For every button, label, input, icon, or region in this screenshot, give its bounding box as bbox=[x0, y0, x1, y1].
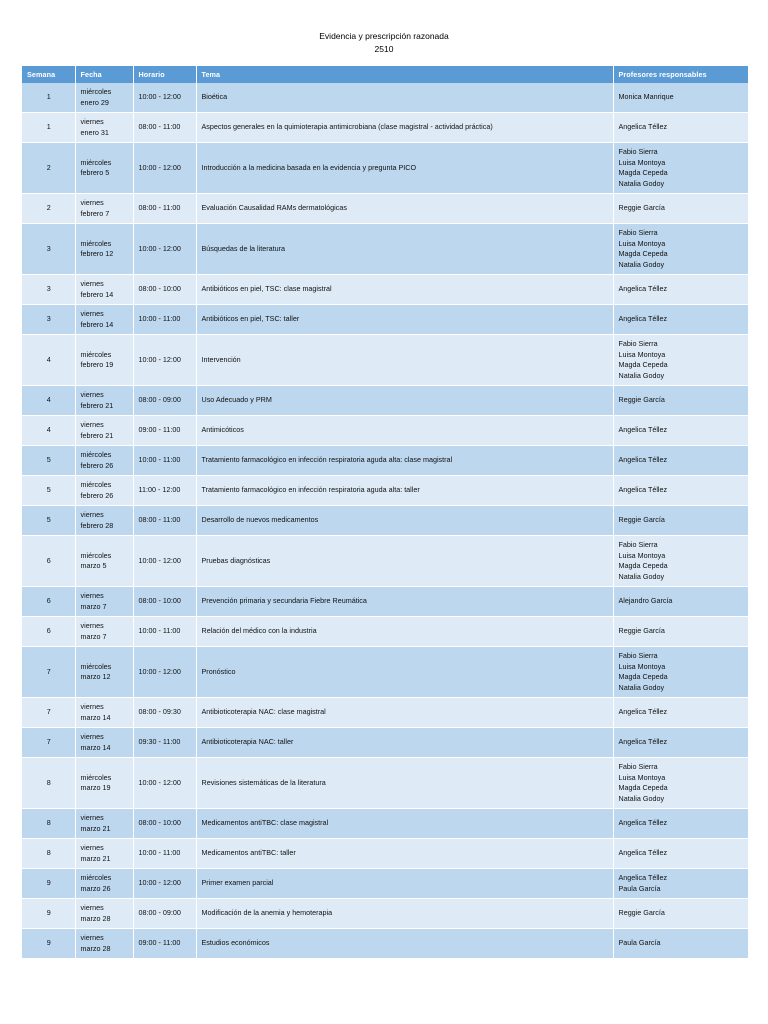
fecha-day: febrero 26 bbox=[80, 490, 114, 500]
cell-horario: 11:00 - 12:00 bbox=[133, 476, 196, 506]
cell-tema: Pronóstico bbox=[196, 647, 613, 698]
profesor-name: Fabio Sierra bbox=[618, 540, 658, 549]
cell-profesores bbox=[613, 113, 748, 143]
cell-fecha bbox=[75, 809, 133, 839]
cell-semana: 7 bbox=[22, 728, 75, 758]
cell-semana: 7 bbox=[22, 698, 75, 728]
table-row bbox=[22, 869, 748, 899]
cell-profesores bbox=[613, 617, 748, 647]
fecha-day: febrero 21 bbox=[80, 400, 114, 410]
cell-profesores bbox=[613, 194, 748, 224]
table-row bbox=[22, 809, 748, 839]
column-header-tema: Tema bbox=[196, 66, 613, 83]
fecha-weekday: viernes bbox=[80, 702, 104, 711]
cell-semana: 6 bbox=[22, 617, 75, 647]
cell-semana: 1 bbox=[22, 113, 75, 143]
fecha-weekday: viernes bbox=[80, 621, 104, 630]
cell-semana: 9 bbox=[22, 899, 75, 929]
cell-horario: 08:00 - 11:00 bbox=[133, 194, 196, 224]
cell-fecha bbox=[75, 113, 133, 143]
cell-fecha bbox=[75, 899, 133, 929]
cell-fecha bbox=[75, 224, 133, 275]
profesor-name: Fabio Sierra bbox=[618, 651, 658, 660]
column-header-horario: Horario bbox=[133, 66, 196, 83]
profesor-name: Fabio Sierra bbox=[618, 147, 658, 156]
cell-horario: 08:00 - 10:00 bbox=[133, 275, 196, 305]
cell-fecha bbox=[75, 305, 133, 335]
cell-fecha bbox=[75, 758, 133, 809]
cell-profesores bbox=[613, 839, 748, 869]
cell-fecha bbox=[75, 869, 133, 899]
cell-profesores bbox=[613, 416, 748, 446]
cell-semana: 4 bbox=[22, 416, 75, 446]
fecha-day: marzo 12 bbox=[80, 672, 111, 681]
cell-semana: 5 bbox=[22, 476, 75, 506]
cell-horario: 10:00 - 12:00 bbox=[133, 143, 196, 194]
cell-profesores bbox=[613, 386, 748, 416]
profesor-name: Luisa Montoya bbox=[618, 772, 666, 782]
cell-profesores bbox=[613, 506, 748, 536]
schedule-table-container bbox=[22, 66, 748, 959]
cell-horario: 08:00 - 11:00 bbox=[133, 506, 196, 536]
cell-horario: 10:00 - 11:00 bbox=[133, 446, 196, 476]
fecha-day: febrero 7 bbox=[80, 208, 110, 218]
cell-profesores bbox=[613, 536, 748, 587]
profesor-name: Reggie García bbox=[618, 203, 665, 213]
column-header-semana: Semana bbox=[22, 66, 75, 83]
cell-fecha bbox=[75, 617, 133, 647]
cell-tema: Modificación de la anemia y hemoterapia bbox=[196, 899, 613, 929]
profesor-name: Reggie García bbox=[618, 908, 665, 918]
page-title bbox=[0, 0, 768, 56]
cell-semana: 2 bbox=[22, 194, 75, 224]
cell-tema: Uso Adecuado y PRM bbox=[196, 386, 613, 416]
table-row bbox=[22, 224, 748, 275]
fecha-weekday: miércoles bbox=[80, 480, 112, 489]
profesor-name: Reggie García bbox=[618, 626, 665, 636]
cell-semana: 5 bbox=[22, 446, 75, 476]
fecha-day: febrero 28 bbox=[80, 520, 114, 530]
profesor-name: Angelica Téllez bbox=[618, 707, 668, 717]
cell-fecha bbox=[75, 335, 133, 386]
cell-profesores bbox=[613, 647, 748, 698]
cell-horario: 10:00 - 12:00 bbox=[133, 869, 196, 899]
table-body bbox=[22, 83, 748, 959]
cell-tema: Aspectos generales en la quimioterapia antimicrobiana (clase magistral - actividad práctica) bbox=[196, 113, 613, 143]
table-row bbox=[22, 536, 748, 587]
fecha-day: marzo 28 bbox=[80, 943, 111, 953]
page-title-line-2: 2510 bbox=[374, 44, 394, 54]
profesor-name: Angelica Téllez bbox=[618, 818, 668, 828]
cell-horario: 10:00 - 12:00 bbox=[133, 224, 196, 275]
fecha-weekday: viernes bbox=[80, 309, 104, 318]
fecha-weekday: miércoles bbox=[80, 349, 112, 359]
table-row bbox=[22, 305, 748, 335]
cell-tema: Relación del médico con la industria bbox=[196, 617, 613, 647]
cell-fecha bbox=[75, 416, 133, 446]
table-row bbox=[22, 113, 748, 143]
fecha-weekday: miércoles bbox=[80, 550, 112, 560]
profesor-name: Monica Manrique bbox=[618, 92, 674, 102]
fecha-weekday: miércoles bbox=[80, 772, 112, 782]
cell-fecha bbox=[75, 698, 133, 728]
profesor-name: Angelica Téllez bbox=[618, 485, 668, 495]
cell-profesores bbox=[613, 83, 748, 113]
cell-tema: Primer examen parcial bbox=[196, 869, 613, 899]
profesor-name: Angelica Téllez bbox=[618, 455, 668, 465]
cell-horario: 09:30 - 11:00 bbox=[133, 728, 196, 758]
profesor-name: Natalia Godoy bbox=[618, 259, 665, 269]
profesor-name: Reggie García bbox=[618, 395, 665, 405]
cell-tema: Introducción a la medicina basada en la evidencia y pregunta PICO bbox=[196, 143, 613, 194]
cell-tema: Intervención bbox=[196, 335, 613, 386]
cell-profesores bbox=[613, 275, 748, 305]
table-row bbox=[22, 929, 748, 959]
cell-fecha bbox=[75, 143, 133, 194]
cell-semana: 1 bbox=[22, 83, 75, 113]
profesor-name: Angelica Téllez bbox=[618, 737, 668, 747]
cell-tema: Antibióticos en piel, TSC: clase magistral bbox=[196, 275, 613, 305]
cell-tema: Búsquedas de la literatura bbox=[196, 224, 613, 275]
cell-horario: 08:00 - 09:30 bbox=[133, 698, 196, 728]
cell-horario: 10:00 - 12:00 bbox=[133, 647, 196, 698]
fecha-weekday: miércoles bbox=[80, 87, 112, 96]
cell-profesores bbox=[613, 728, 748, 758]
table-row bbox=[22, 728, 748, 758]
profesor-name: Natalia Godoy bbox=[618, 178, 665, 188]
profesor-name: Paula García bbox=[618, 883, 661, 893]
fecha-day: marzo 7 bbox=[80, 631, 107, 641]
fecha-day: marzo 21 bbox=[80, 823, 111, 833]
fecha-weekday: viernes bbox=[80, 591, 104, 600]
cell-semana: 7 bbox=[22, 647, 75, 698]
fecha-weekday: viernes bbox=[80, 510, 104, 519]
column-header-fecha: Fecha bbox=[75, 66, 133, 83]
table-row bbox=[22, 83, 748, 113]
cell-profesores bbox=[613, 476, 748, 506]
table-row bbox=[22, 386, 748, 416]
cell-semana: 6 bbox=[22, 536, 75, 587]
cell-tema: Tratamiento farmacológico en infección respiratoria aguda alta: taller bbox=[196, 476, 613, 506]
profesor-name: Luisa Montoya bbox=[618, 238, 666, 248]
cell-fecha bbox=[75, 194, 133, 224]
cell-semana: 9 bbox=[22, 869, 75, 899]
cell-semana: 8 bbox=[22, 758, 75, 809]
cell-semana: 8 bbox=[22, 809, 75, 839]
cell-profesores bbox=[613, 869, 748, 899]
fecha-day: marzo 14 bbox=[80, 742, 111, 752]
cell-tema: Prevención primaria y secundaria Fiebre Reumática bbox=[196, 587, 613, 617]
table-row bbox=[22, 899, 748, 929]
cell-tema: Estudios económicos bbox=[196, 929, 613, 959]
fecha-weekday: viernes bbox=[80, 117, 104, 126]
table-row bbox=[22, 758, 748, 809]
cell-fecha bbox=[75, 386, 133, 416]
table-row bbox=[22, 476, 748, 506]
cell-fecha bbox=[75, 929, 133, 959]
profesor-name: Luisa Montoya bbox=[618, 661, 666, 671]
fecha-day: marzo 7 bbox=[80, 601, 107, 611]
fecha-day: febrero 14 bbox=[80, 289, 114, 299]
profesor-name: Alejandro García bbox=[618, 596, 673, 606]
cell-tema: Desarrollo de nuevos medicamentos bbox=[196, 506, 613, 536]
cell-profesores bbox=[613, 698, 748, 728]
fecha-day: febrero 19 bbox=[80, 360, 114, 369]
table-row bbox=[22, 698, 748, 728]
profesor-name: Natalia Godoy bbox=[618, 682, 665, 692]
cell-semana: 3 bbox=[22, 224, 75, 275]
fecha-weekday: viernes bbox=[80, 903, 104, 912]
cell-horario: 08:00 - 11:00 bbox=[133, 113, 196, 143]
fecha-weekday: miércoles bbox=[80, 661, 112, 671]
cell-tema: Antimicóticos bbox=[196, 416, 613, 446]
profesor-name: Angelica Téllez bbox=[618, 122, 668, 132]
cell-fecha bbox=[75, 476, 133, 506]
cell-profesores bbox=[613, 758, 748, 809]
cell-semana: 3 bbox=[22, 275, 75, 305]
fecha-day: febrero 26 bbox=[80, 460, 114, 470]
cell-semana: 3 bbox=[22, 305, 75, 335]
table-row bbox=[22, 335, 748, 386]
cell-tema: Antibióticos en piel, TSC: taller bbox=[196, 305, 613, 335]
profesor-name: Angelica Téllez bbox=[618, 314, 668, 324]
cell-tema: Revisiones sistemáticas de la literatura bbox=[196, 758, 613, 809]
cell-semana: 4 bbox=[22, 335, 75, 386]
table-row bbox=[22, 446, 748, 476]
cell-profesores bbox=[613, 929, 748, 959]
profesor-name: Paula García bbox=[618, 938, 661, 948]
cell-fecha bbox=[75, 83, 133, 113]
profesor-name: Fabio Sierra bbox=[618, 339, 658, 348]
fecha-day: marzo 14 bbox=[80, 712, 111, 722]
cell-fecha bbox=[75, 839, 133, 869]
schedule-table bbox=[22, 66, 748, 959]
table-header-row bbox=[22, 66, 748, 83]
fecha-day: febrero 12 bbox=[80, 249, 114, 258]
cell-semana: 5 bbox=[22, 506, 75, 536]
cell-tema: Antibioticoterapia NAC: clase magistral bbox=[196, 698, 613, 728]
cell-tema: Pruebas diagnósticas bbox=[196, 536, 613, 587]
cell-horario: 10:00 - 12:00 bbox=[133, 335, 196, 386]
cell-fecha bbox=[75, 536, 133, 587]
fecha-day: febrero 21 bbox=[80, 430, 114, 440]
cell-fecha bbox=[75, 275, 133, 305]
cell-semana: 2 bbox=[22, 143, 75, 194]
fecha-day: marzo 28 bbox=[80, 913, 111, 923]
cell-profesores bbox=[613, 899, 748, 929]
cell-fecha bbox=[75, 728, 133, 758]
cell-horario: 09:00 - 11:00 bbox=[133, 416, 196, 446]
table-row bbox=[22, 416, 748, 446]
fecha-weekday: viernes bbox=[80, 933, 104, 942]
column-header-profesores: Profesores responsables bbox=[613, 66, 748, 83]
profesor-name: Luisa Montoya bbox=[618, 157, 666, 167]
table-row bbox=[22, 143, 748, 194]
fecha-day: marzo 21 bbox=[80, 853, 111, 863]
profesor-name: Angelica Téllez bbox=[618, 848, 668, 858]
profesor-name: Reggie García bbox=[618, 515, 665, 525]
fecha-weekday: viernes bbox=[80, 732, 104, 741]
profesor-name: Magda Cepeda bbox=[618, 168, 668, 177]
cell-semana: 6 bbox=[22, 587, 75, 617]
profesor-name: Magda Cepeda bbox=[618, 249, 668, 258]
fecha-day: enero 29 bbox=[80, 97, 109, 107]
fecha-weekday: viernes bbox=[80, 198, 104, 207]
page-title-line-1: Evidencia y prescripción razonada bbox=[319, 31, 449, 41]
fecha-weekday: viernes bbox=[80, 390, 104, 399]
cell-tema: Bioética bbox=[196, 83, 613, 113]
profesor-name: Magda Cepeda bbox=[618, 561, 668, 570]
cell-semana: 8 bbox=[22, 839, 75, 869]
cell-horario: 09:00 - 11:00 bbox=[133, 929, 196, 959]
fecha-weekday: miércoles bbox=[80, 238, 112, 248]
cell-horario: 10:00 - 11:00 bbox=[133, 839, 196, 869]
profesor-name: Angelica Téllez bbox=[618, 425, 668, 435]
cell-horario: 08:00 - 10:00 bbox=[133, 587, 196, 617]
profesor-name: Natalia Godoy bbox=[618, 571, 665, 581]
cell-horario: 08:00 - 09:00 bbox=[133, 386, 196, 416]
cell-horario: 10:00 - 11:00 bbox=[133, 305, 196, 335]
cell-tema: Antibioticoterapia NAC: taller bbox=[196, 728, 613, 758]
cell-horario: 10:00 - 12:00 bbox=[133, 536, 196, 587]
fecha-weekday: viernes bbox=[80, 420, 104, 429]
cell-profesores bbox=[613, 143, 748, 194]
cell-tema: Medicamentos antiTBC: clase magistral bbox=[196, 809, 613, 839]
table-row bbox=[22, 587, 748, 617]
profesor-name: Luisa Montoya bbox=[618, 550, 666, 560]
cell-fecha bbox=[75, 506, 133, 536]
fecha-day: febrero 14 bbox=[80, 319, 114, 329]
table-row bbox=[22, 647, 748, 698]
fecha-weekday: miércoles bbox=[80, 873, 112, 882]
fecha-day: marzo 26 bbox=[80, 883, 111, 893]
fecha-day: enero 31 bbox=[80, 127, 109, 137]
table-row bbox=[22, 506, 748, 536]
cell-semana: 9 bbox=[22, 929, 75, 959]
cell-tema: Medicamentos antiTBC: taller bbox=[196, 839, 613, 869]
fecha-day: febrero 5 bbox=[80, 168, 110, 177]
table-row bbox=[22, 275, 748, 305]
profesor-name: Magda Cepeda bbox=[618, 672, 668, 681]
cell-profesores bbox=[613, 224, 748, 275]
cell-fecha bbox=[75, 587, 133, 617]
cell-tema: Evaluación Causalidad RAMs dermatológicas bbox=[196, 194, 613, 224]
profesor-name: Natalia Godoy bbox=[618, 370, 665, 380]
table-row bbox=[22, 617, 748, 647]
profesor-name: Luisa Montoya bbox=[618, 349, 666, 359]
cell-profesores bbox=[613, 587, 748, 617]
cell-profesores bbox=[613, 305, 748, 335]
cell-horario: 08:00 - 10:00 bbox=[133, 809, 196, 839]
cell-fecha bbox=[75, 446, 133, 476]
cell-horario: 10:00 - 12:00 bbox=[133, 83, 196, 113]
table-header bbox=[22, 66, 748, 83]
fecha-weekday: viernes bbox=[80, 843, 104, 852]
fecha-weekday: viernes bbox=[80, 279, 104, 288]
fecha-day: marzo 5 bbox=[80, 561, 107, 570]
fecha-weekday: miércoles bbox=[80, 157, 112, 167]
fecha-weekday: viernes bbox=[80, 813, 104, 822]
fecha-day: marzo 19 bbox=[80, 783, 111, 792]
cell-profesores bbox=[613, 335, 748, 386]
cell-horario: 08:00 - 09:00 bbox=[133, 899, 196, 929]
profesor-name: Magda Cepeda bbox=[618, 783, 668, 792]
cell-fecha bbox=[75, 647, 133, 698]
profesor-name: Angelica Téllez bbox=[618, 873, 668, 882]
table-row bbox=[22, 194, 748, 224]
profesor-name: Fabio Sierra bbox=[618, 228, 658, 237]
cell-profesores bbox=[613, 809, 748, 839]
fecha-weekday: miércoles bbox=[80, 450, 112, 459]
cell-horario: 10:00 - 12:00 bbox=[133, 758, 196, 809]
profesor-name: Natalia Godoy bbox=[618, 793, 665, 803]
profesor-name: Magda Cepeda bbox=[618, 360, 668, 369]
table-row bbox=[22, 839, 748, 869]
cell-horario: 10:00 - 11:00 bbox=[133, 617, 196, 647]
cell-tema: Tratamiento farmacológico en infección respiratoria aguda alta: clase magistral bbox=[196, 446, 613, 476]
profesor-name: Angelica Téllez bbox=[618, 284, 668, 294]
profesor-name: Fabio Sierra bbox=[618, 762, 658, 771]
cell-semana: 4 bbox=[22, 386, 75, 416]
cell-profesores bbox=[613, 446, 748, 476]
